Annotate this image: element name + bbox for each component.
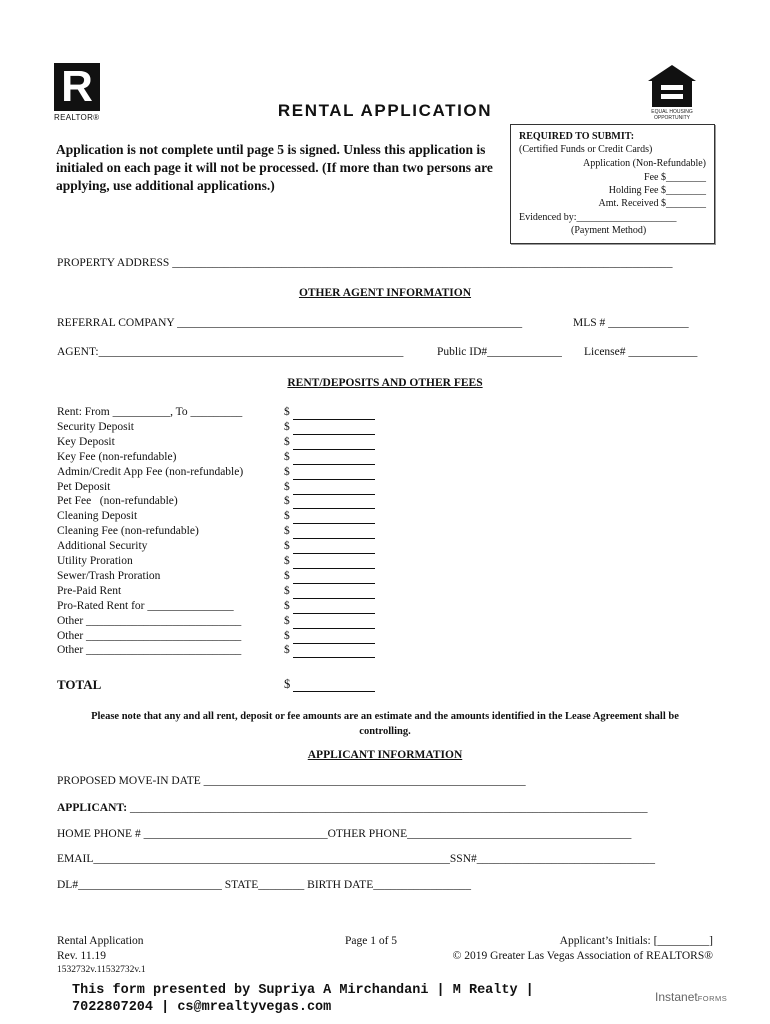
email-ssn-fields[interactable]: EMAIL______________________________________________________________SSN#_______________________________ [57, 853, 656, 865]
fee-amount-field[interactable] [293, 434, 375, 435]
fee-amount-field[interactable] [293, 628, 375, 629]
agent-field[interactable]: AGENT:_____________________________________________________ [57, 346, 404, 358]
fee-dollar-sign: $ [284, 614, 290, 627]
applicant-name-field[interactable] [57, 802, 647, 814]
fee-label: Cleaning Fee (non-refundable) [57, 525, 199, 538]
fee-amount-field[interactable] [293, 538, 375, 539]
footer-revision: Rev. 11.19 [57, 950, 106, 962]
fee-amount-field[interactable] [293, 494, 375, 495]
footer-copyright: © 2019 Greater Las Vegas Association of REALTORS® [452, 950, 713, 962]
fee-dollar-sign: $ [284, 465, 290, 478]
fee-label: Cleaning Deposit [57, 510, 138, 523]
fee-amount-field[interactable] [293, 553, 375, 554]
fee-amount-field[interactable] [293, 419, 375, 420]
fee-amount-field[interactable] [293, 657, 375, 658]
presented-by-line-1: This form presented by Supriya A Mirchandani | M Realty | [72, 983, 534, 998]
fee-label: Key Fee (non-refundable) [57, 450, 177, 463]
required-application-fee-label: Application (Non-Refundable) [582, 158, 706, 169]
realtor-logo-glyph: R [61, 62, 93, 111]
fee-label: Other ___________________________ [57, 629, 242, 642]
footer-initials-field[interactable]: Applicant’s Initials: [_________] [559, 935, 713, 947]
fee-dollar-sign: $ [284, 450, 290, 463]
fee-label: Pre-Paid Rent [57, 584, 122, 597]
fee-amount-field[interactable] [293, 568, 375, 569]
realtor-logo-word: REALTOR® [54, 113, 100, 122]
footer-page-number: Page 1 of 5 [345, 935, 398, 947]
move-in-date-field[interactable]: PROPOSED MOVE-IN DATE ________________________________________________________ [57, 775, 526, 787]
fee-amount-field[interactable] [293, 479, 375, 480]
required-amount-received: Amt. Received $________ [598, 198, 706, 209]
fee-dollar-sign: $ [284, 540, 290, 553]
dl-state-birthdate-fields[interactable]: DL#_________________________ STATE________ BIRTH DATE_________________ [57, 879, 471, 891]
public-id-field[interactable]: Public ID#_____________ [437, 346, 562, 358]
fee-label: Utility Proration [57, 555, 133, 567]
fee-dollar-sign: $ [284, 525, 290, 538]
license-field[interactable]: License# ____________ [584, 346, 698, 358]
intro-notice: Application is not complete until page 5 is signed. Unless this application is initialed on each page it will not be processed. (If more than two persons are applying, use additional applications.) [56, 142, 493, 193]
estimate-note: Please note that any and all rent, deposit or fee amounts are an estimate and the amounts identified in the Lease Agreement shall be controlling. [91, 711, 679, 737]
required-fee: Fee $________ [644, 172, 706, 183]
required-to-submit-box [510, 124, 715, 244]
applicant-heading: APPLICANT INFORMATION [307, 749, 463, 761]
fee-amount-field[interactable] [293, 583, 375, 584]
instanet-brand: Instanet [655, 990, 698, 1004]
required-evidenced-by: Evidenced by:____________________ [519, 212, 677, 223]
instanet-forms-logo [655, 990, 727, 1004]
fee-dollar-sign: $ [284, 599, 290, 612]
applicant-label: APPLICANT: [57, 802, 128, 814]
fee-dollar-sign: $ [284, 584, 290, 597]
footer-form-code: 1532732v.11532732v.1 [57, 965, 146, 975]
presented-by-line-2: 7022807204 | cs@mrealtyvegas.com [72, 1000, 332, 1015]
referral-company-field[interactable]: REFERRAL COMPANY ____________________________________________________________ [57, 317, 523, 329]
fee-label: Security Deposit [57, 420, 134, 433]
fee-dollar-sign: $ [284, 644, 290, 657]
fee-amount-field[interactable] [293, 449, 375, 450]
fee-amount-field[interactable] [293, 464, 375, 465]
fee-dollar-sign: $ [284, 569, 290, 582]
fee-amount-field[interactable] [293, 643, 375, 644]
mls-field[interactable]: MLS # ______________ [573, 317, 689, 329]
fee-dollar-sign: $ [284, 435, 290, 448]
fee-label: Additional Security [57, 540, 148, 553]
required-certified-funds: (Certified Funds or Credit Cards) [519, 144, 653, 155]
fee-label: Pet Deposit [57, 480, 111, 493]
total-amount-field[interactable] [293, 691, 375, 692]
fee-label: Admin/Credit App Fee (non-refundable) [57, 465, 244, 478]
fee-label: Pet Fee (non-refundable) [57, 495, 178, 508]
footer-form-name: Rental Application [57, 935, 144, 947]
fee-dollar-sign: $ [284, 495, 290, 508]
fee-label: Other ___________________________ [57, 614, 242, 627]
fees-heading: RENT/DEPOSITS AND OTHER FEES [287, 377, 483, 389]
fee-label: Rent: From __________, To _________ [57, 406, 243, 418]
fee-label: Key Deposit [57, 435, 115, 448]
fee-amount-field[interactable] [293, 598, 375, 599]
fee-dollar-sign: $ [284, 480, 290, 493]
total-label: TOTAL [57, 677, 102, 692]
fee-label: Sewer/Trash Proration [57, 569, 161, 582]
phone-fields[interactable]: HOME PHONE # ________________________________OTHER PHONE_______________________________________ [57, 828, 632, 840]
required-payment-method: (Payment Method) [571, 225, 647, 236]
other-agent-heading: OTHER AGENT INFORMATION [298, 287, 472, 299]
applicant-name-line: __________________________________________________________________________________________ [127, 802, 648, 814]
total-dollar-sign: $ [284, 677, 291, 691]
instanet-forms-word: FORMS [697, 994, 728, 1003]
fee-label: Pro-Rated Rent for _______________ [57, 599, 234, 612]
fee-amount-field[interactable] [293, 508, 375, 509]
required-heading: REQUIRED TO SUBMIT: [519, 131, 635, 142]
fee-amount-field[interactable] [293, 523, 375, 524]
fee-dollar-sign: $ [284, 629, 290, 642]
fee-label: Other ___________________________ [57, 644, 242, 657]
fee-dollar-sign: $ [284, 420, 290, 433]
presented-by [72, 982, 534, 1016]
equal-housing-text: EQUAL HOUSING OPPORTUNITY [651, 109, 693, 121]
fee-dollar-sign: $ [284, 555, 290, 567]
fee-amount-field[interactable] [293, 613, 375, 614]
property-address-field[interactable]: PROPERTY ADDRESS _______________________________________________________________________________________ [57, 257, 673, 269]
fee-dollar-sign: $ [284, 510, 290, 523]
required-holding-fee: Holding Fee $________ [608, 185, 706, 196]
page-title: RENTAL APPLICATION [277, 101, 493, 120]
fee-dollar-sign: $ [284, 406, 290, 418]
